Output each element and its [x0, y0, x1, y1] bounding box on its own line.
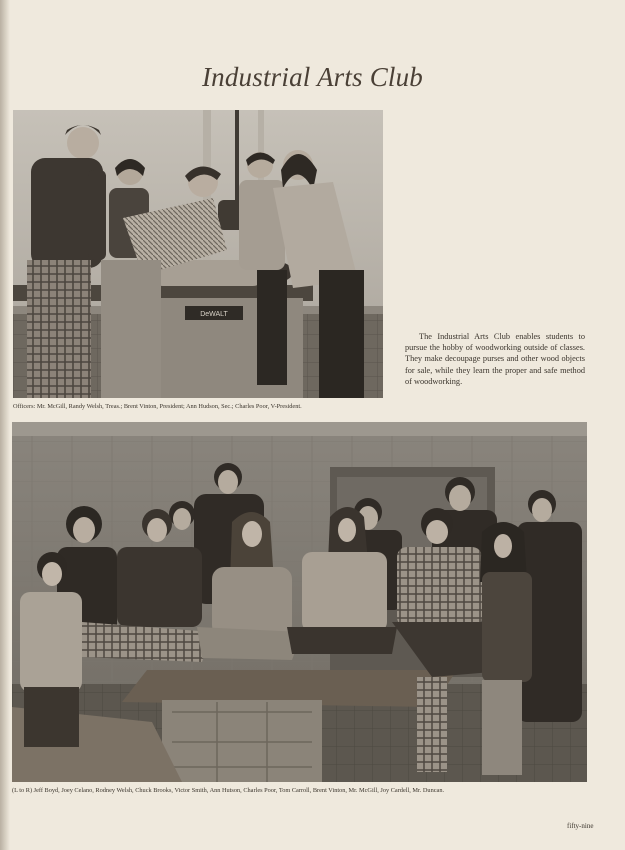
members-photo-caption: (L to R) Jeff Boyd, Joey Celano, Rodney Welsh, Chuck Brooks, Victor Smith, Ann Hutson, Charles Poor, Tom Carroll, Brent Vinton, Mr. McGill, Joy Cardell, Mr. Duncan.: [12, 787, 445, 794]
page-title: Industrial Arts Club: [201, 62, 424, 92]
members-photo: [12, 422, 587, 782]
saw-brand-label: DeWALT: [200, 311, 228, 318]
page-number: fifty-nine: [567, 822, 594, 830]
club-description: The Industrial Arts Club enables students to pursue the hobby of woodworking outside of classes. They make decoupage purses and other wood objects for sale, while they learn the proper and safe method of woodworking.: [405, 332, 585, 386]
officers-photo: [13, 110, 383, 398]
officers-photo-caption: Officers: Mr. McGill, Randy Welsh, Treas.; Brent Vinton, President; Ann Hudson, Sec.; Charles Poor, V-President.: [13, 403, 302, 410]
page-binding-shadow: [0, 0, 10, 850]
